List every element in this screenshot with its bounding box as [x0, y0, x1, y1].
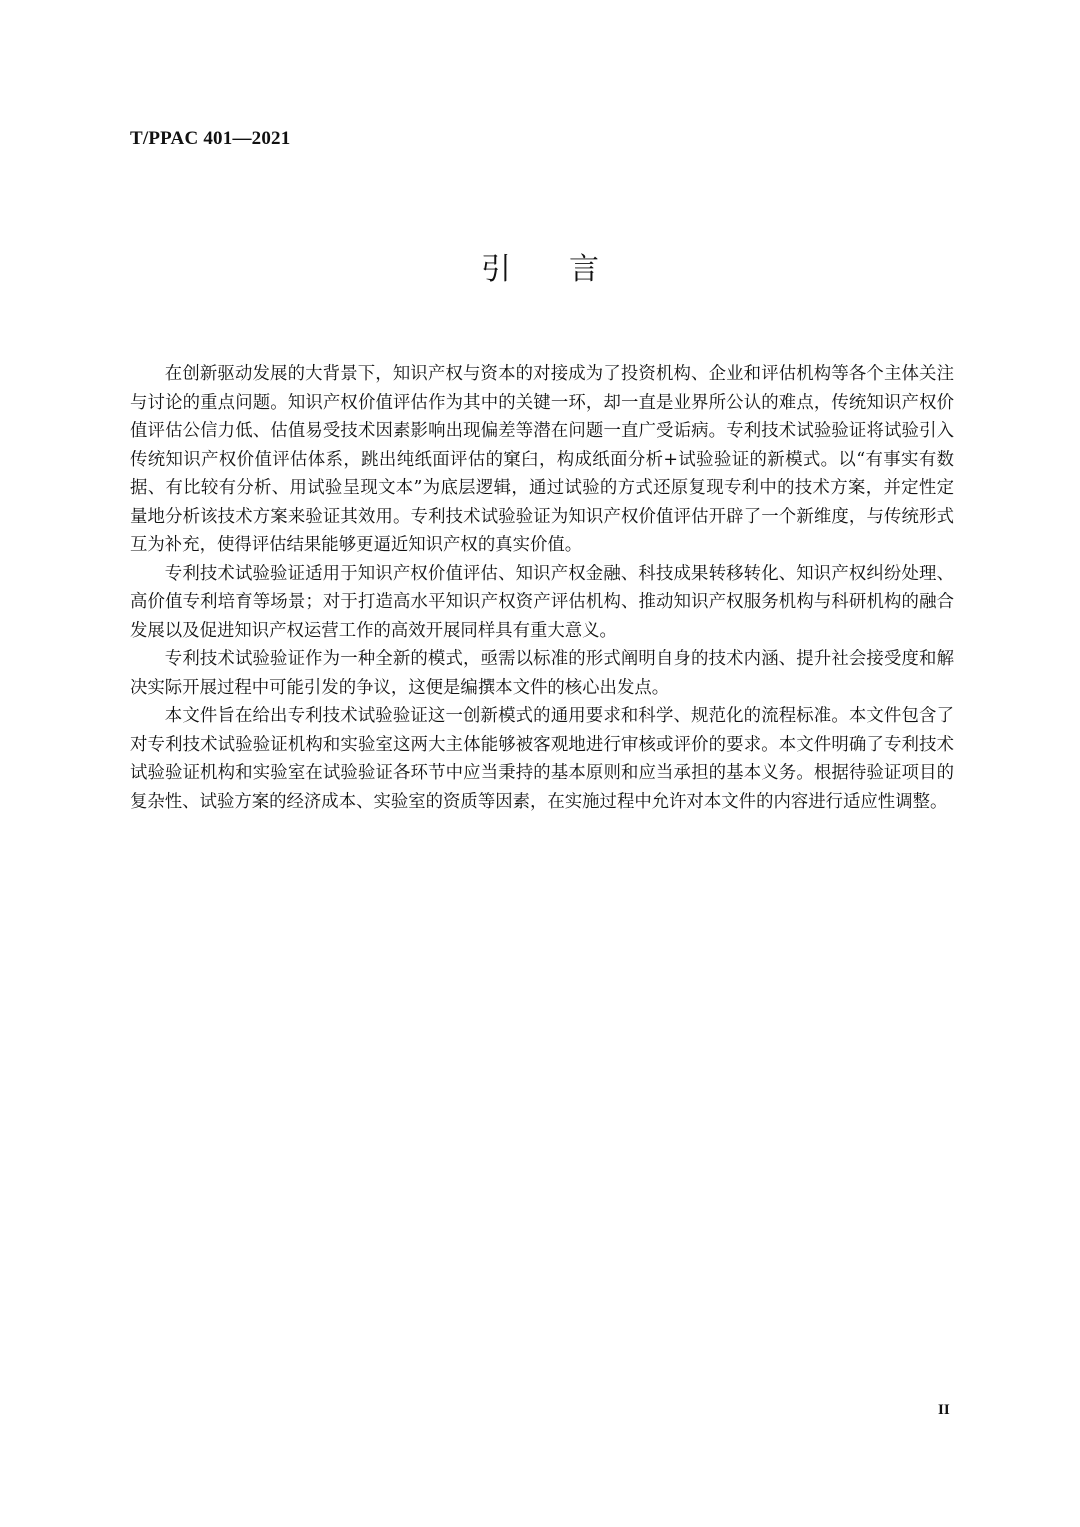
standard-code: T/PPAC 401—2021 — [130, 128, 291, 149]
introduction-body — [130, 360, 954, 816]
paragraph-1: 在创新驱动发展的大背景下，知识产权与资本的对接成为了投资机构、企业和评估机构等各个主体关注与讨论的重点问题。知识产权价值评估作为其中的关键一环，却一直是业界所公认的难点，传统知识产权价值评估公信力低、估值易受技术因素影响出现偏差等潜在问题一直广受诟病。专利技术试验验证将试验引入传统知识产权价值评估体系，跳出纯纸面评估的窠臼，构成纸面分析+试验验证的新模式。以“有事实有数据、有比较有分析、用试验呈现文本”为底层逻辑，通过试验的方式还原复现专利中的技术方案，并定性定量地分析该技术方案来验证其效用。专利技术试验验证为知识产权价值评估开辟了一个新维度，与传统形式互为补充，使得评估结果能够更逼近知识产权的真实价值。 — [130, 364, 954, 555]
paragraph-2: 专利技术试验验证适用于知识产权价值评估、知识产权金融、科技成果转移转化、知识产权纠纷处理、高价值专利培育等场景；对于打造高水平知识产权资产评估机构、推动知识产权服务机构与科研机构的融合发展以及促进知识产权运营工作的高效开展同样具有重大意义。 — [130, 563, 954, 641]
section-title-char-1: 引 — [481, 252, 511, 287]
section-title-char-2: 言 — [569, 252, 599, 287]
paragraph-3: 专利技术试验验证作为一种全新的模式，亟需以标准的形式阐明自身的技术内涵、提升社会接受度和解决实际开展过程中可能引发的争议，这便是编撰本文件的核心出发点。 — [130, 649, 954, 698]
section-title — [0, 250, 1080, 290]
paragraph-4: 本文件旨在给出专利技术试验验证这一创新模式的通用要求和科学、规范化的流程标准。本文件包含了对专利技术试验验证机构和实验室这两大主体能够被客观地进行审核或评价的要求。本文件明确了专利技术试验验证机构和实验室在试验验证各环节中应当秉持的基本原则和应当承担的基本义务。根据待验证项目的复杂性、试验方案的经济成本、实验室的资质等因素，在实施过程中允许对本文件的内容进行适应性调整。 — [130, 706, 954, 812]
page-number: II — [938, 1402, 950, 1418]
